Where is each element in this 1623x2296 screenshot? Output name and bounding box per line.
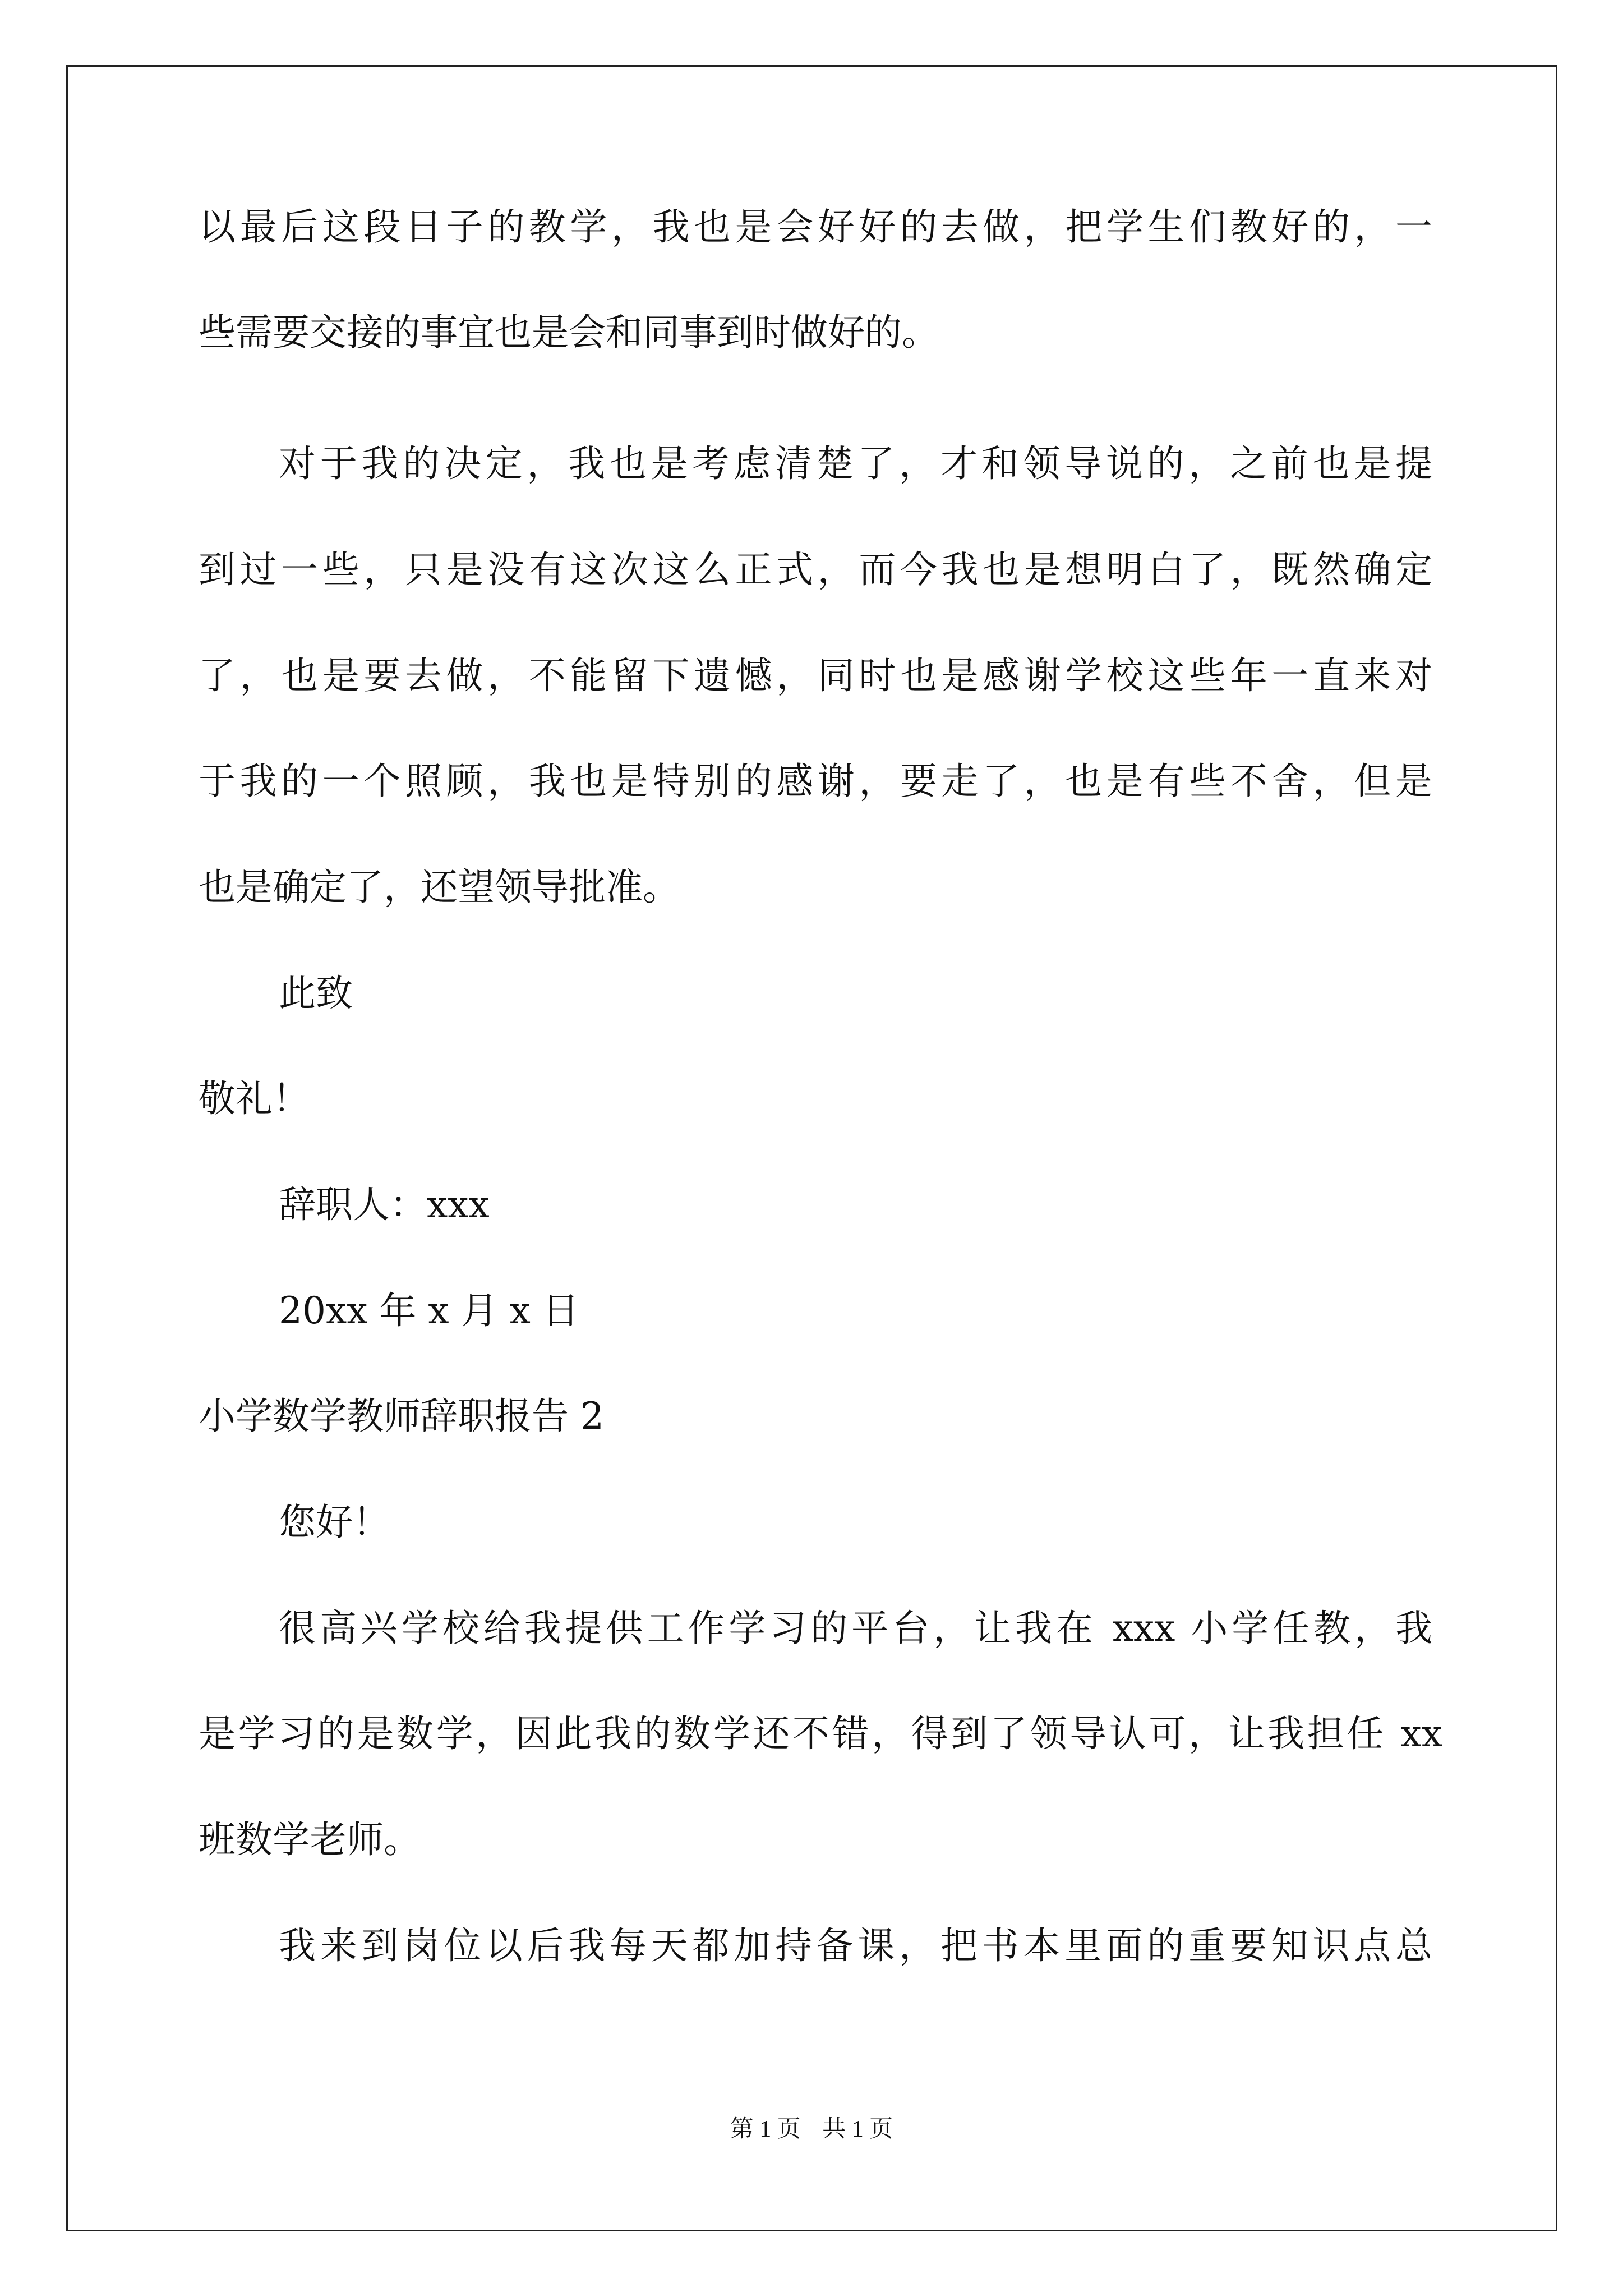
paragraph-line: 是学习的是数学，因此我的数学还不错，得到了领导认可，让我担任 xx bbox=[199, 1712, 1442, 1755]
page-number-current: 第 1 页 bbox=[730, 2116, 801, 2142]
paragraph-line: 我来到岗位以后我每天都加持备课，把书本里面的重要知识点总 bbox=[279, 1924, 1432, 1967]
paragraph-line: 些需要交接的事宜也是会和同事到时做好的。 bbox=[199, 311, 939, 354]
salutation: 此致 bbox=[279, 972, 353, 1015]
greeting: 您好！ bbox=[279, 1501, 390, 1544]
paragraph-line: 很高兴学校给我提供工作学习的平台，让我在 xxx 小学任教，我 bbox=[279, 1607, 1432, 1650]
date: 20xx 年 x 月 x 日 bbox=[279, 1289, 579, 1332]
regards: 敬礼！ bbox=[199, 1077, 310, 1120]
paragraph-line: 也是确定了，还望领导批准。 bbox=[199, 866, 680, 909]
paragraph-line: 以最后这段日子的教学，我也是会好好的去做，把学生们教好的，一 bbox=[199, 205, 1432, 249]
page-footer bbox=[0, 2118, 1623, 2141]
paragraph-line: 到过一些，只是没有这次这么正式，而今我也是想明白了，既然确定 bbox=[199, 548, 1432, 591]
page-number-total: 共 1 页 bbox=[822, 2116, 893, 2142]
section-title: 小学数学教师辞职报告 2 bbox=[199, 1395, 604, 1438]
paragraph-line: 班数学老师。 bbox=[199, 1818, 421, 1861]
signer: 辞职人：xxx bbox=[279, 1183, 490, 1226]
paragraph-line: 于我的一个照顾，我也是特别的感谢，要走了，也是有些不舍，但是 bbox=[199, 760, 1432, 803]
page-border bbox=[66, 65, 1557, 2231]
paragraph-line: 了，也是要去做，不能留下遗憾，同时也是感谢学校这些年一直来对 bbox=[199, 654, 1432, 697]
paragraph-line: 对于我的决定，我也是考虑清楚了，才和领导说的，之前也是提 bbox=[279, 442, 1432, 485]
